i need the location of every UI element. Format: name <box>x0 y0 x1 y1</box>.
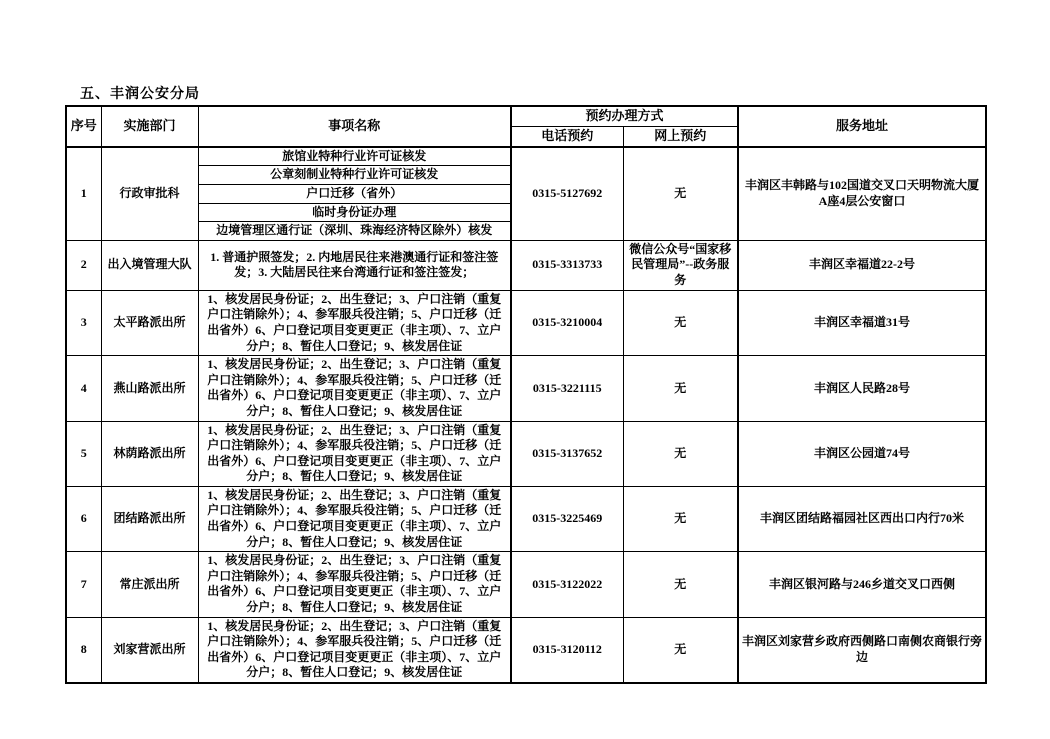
page-title: 五、丰润公安分局 <box>80 87 200 102</box>
cell-department: 出入境管理大队 <box>101 240 198 290</box>
cell-online: 无 <box>623 421 738 486</box>
cell-online: 微信公众号“国家移民管理局”--政务服务 <box>623 240 738 290</box>
cell-department: 林荫路派出所 <box>101 421 198 486</box>
cell-address: 丰润区刘家营乡政府西侧路口南侧农商银行旁边 <box>738 617 986 683</box>
cell-item: 1、核发居民身份证；2、出生登记；3、户口注销（重复户口注销除外）；4、参军服兵役注销；5、户口迁移（迁出省外）6、户口登记项目变更更正（非主项）、7、立户分户；8、暂住人口登记；9、核发居住证 <box>198 421 511 486</box>
cell-online: 无 <box>623 486 738 551</box>
cell-department: 常庄派出所 <box>101 552 198 617</box>
cell-item: 临时身份证办理 <box>198 203 511 222</box>
cell-seq: 5 <box>66 421 101 486</box>
table-row <box>66 552 986 617</box>
header-address: 服务地址 <box>738 106 986 147</box>
cell-seq: 6 <box>66 486 101 551</box>
cell-item: 公章刻制业特种行业许可证核发 <box>198 166 511 185</box>
cell-seq: 7 <box>66 552 101 617</box>
cell-phone: 0315-3313733 <box>511 240 623 290</box>
header-department: 实施部门 <box>101 106 198 147</box>
cell-address: 丰润区公园道74号 <box>738 421 986 486</box>
table-row <box>66 240 986 290</box>
cell-address: 丰润区团结路福园社区西出口内行70米 <box>738 486 986 551</box>
cell-online: 无 <box>623 552 738 617</box>
header-booking-group: 预约办理方式 <box>511 106 738 126</box>
table-row <box>66 290 986 355</box>
cell-item: 边境管理区通行证（深圳、珠海经济特区除外）核发 <box>198 222 511 241</box>
cell-phone: 0315-3210004 <box>511 290 623 355</box>
header-online: 网上预约 <box>623 126 738 146</box>
cell-department: 刘家营派出所 <box>101 617 198 683</box>
cell-item: 1、核发居民身份证；2、出生登记；3、户口注销（重复户口注销除外）；4、参军服兵役注销；5、户口迁移（迁出省外）6、户口登记项目变更更正（非主项）、7、立户分户；8、暂住人口登记；9、核发居住证 <box>198 552 511 617</box>
cell-seq: 4 <box>66 356 101 421</box>
table-row <box>66 356 986 421</box>
cell-address: 丰润区幸福道22-2号 <box>738 240 986 290</box>
table-row <box>66 421 986 486</box>
cell-item: 1. 普通护照签发；2. 内地居民往来港澳通行证和签注签发；3. 大陆居民往来台湾通行证和签注签发； <box>198 240 511 290</box>
cell-seq: 1 <box>66 147 101 240</box>
cell-online: 无 <box>623 290 738 355</box>
cell-seq: 2 <box>66 240 101 290</box>
cell-item: 1、核发居民身份证；2、出生登记；3、户口注销（重复户口注销除外）；4、参军服兵役注销；5、户口迁移（迁出省外）6、户口登记项目变更更正（非主项）、7、立户分户；8、暂住人口登记；9、核发居住证 <box>198 290 511 355</box>
cell-address: 丰润区银河路与246乡道交叉口西侧 <box>738 552 986 617</box>
cell-department: 燕山路派出所 <box>101 356 198 421</box>
cell-department: 团结路派出所 <box>101 486 198 551</box>
cell-phone: 0315-3120112 <box>511 617 623 683</box>
cell-online: 无 <box>623 356 738 421</box>
cell-phone: 0315-3221115 <box>511 356 623 421</box>
cell-phone: 0315-3225469 <box>511 486 623 551</box>
cell-seq: 3 <box>66 290 101 355</box>
cell-seq: 8 <box>66 617 101 683</box>
cell-phone: 0315-3137652 <box>511 421 623 486</box>
header-phone: 电话预约 <box>511 126 623 146</box>
cell-phone: 0315-3122022 <box>511 552 623 617</box>
header-item: 事项名称 <box>198 106 511 147</box>
cell-phone: 0315-5127692 <box>511 147 623 240</box>
cell-online: 无 <box>623 147 738 240</box>
cell-address: 丰润区人民路28号 <box>738 356 986 421</box>
table-row <box>66 617 986 683</box>
service-table <box>65 105 987 684</box>
cell-department: 行政审批科 <box>101 147 198 240</box>
cell-address: 丰润区幸福道31号 <box>738 290 986 355</box>
cell-item: 1、核发居民身份证；2、出生登记；3、户口注销（重复户口注销除外）；4、参军服兵役注销；5、户口迁移（迁出省外）6、户口登记项目变更更正（非主项）、7、立户分户；8、暂住人口登记；9、核发居住证 <box>198 356 511 421</box>
cell-address: 丰润区丰韩路与102国道交叉口天明物流大厦A座4层公安窗口 <box>738 147 986 240</box>
cell-item: 旅馆业特种行业许可证核发 <box>198 147 511 166</box>
table-row <box>66 486 986 551</box>
cell-online: 无 <box>623 617 738 683</box>
cell-item: 1、核发居民身份证；2、出生登记；3、户口注销（重复户口注销除外）；4、参军服兵役注销；5、户口迁移（迁出省外）6、户口登记项目变更更正（非主项）、7、立户分户；8、暂住人口登记；9、核发居住证 <box>198 486 511 551</box>
header-seq: 序号 <box>66 106 101 147</box>
table-row <box>66 147 986 166</box>
cell-item: 1、核发居民身份证；2、出生登记；3、户口注销（重复户口注销除外）；4、参军服兵役注销；5、户口迁移（迁出省外）6、户口登记项目变更更正（非主项）、7、立户分户；8、暂住人口登记；9、核发居住证 <box>198 617 511 683</box>
cell-department: 太平路派出所 <box>101 290 198 355</box>
cell-item: 户口迁移（省外） <box>198 184 511 203</box>
